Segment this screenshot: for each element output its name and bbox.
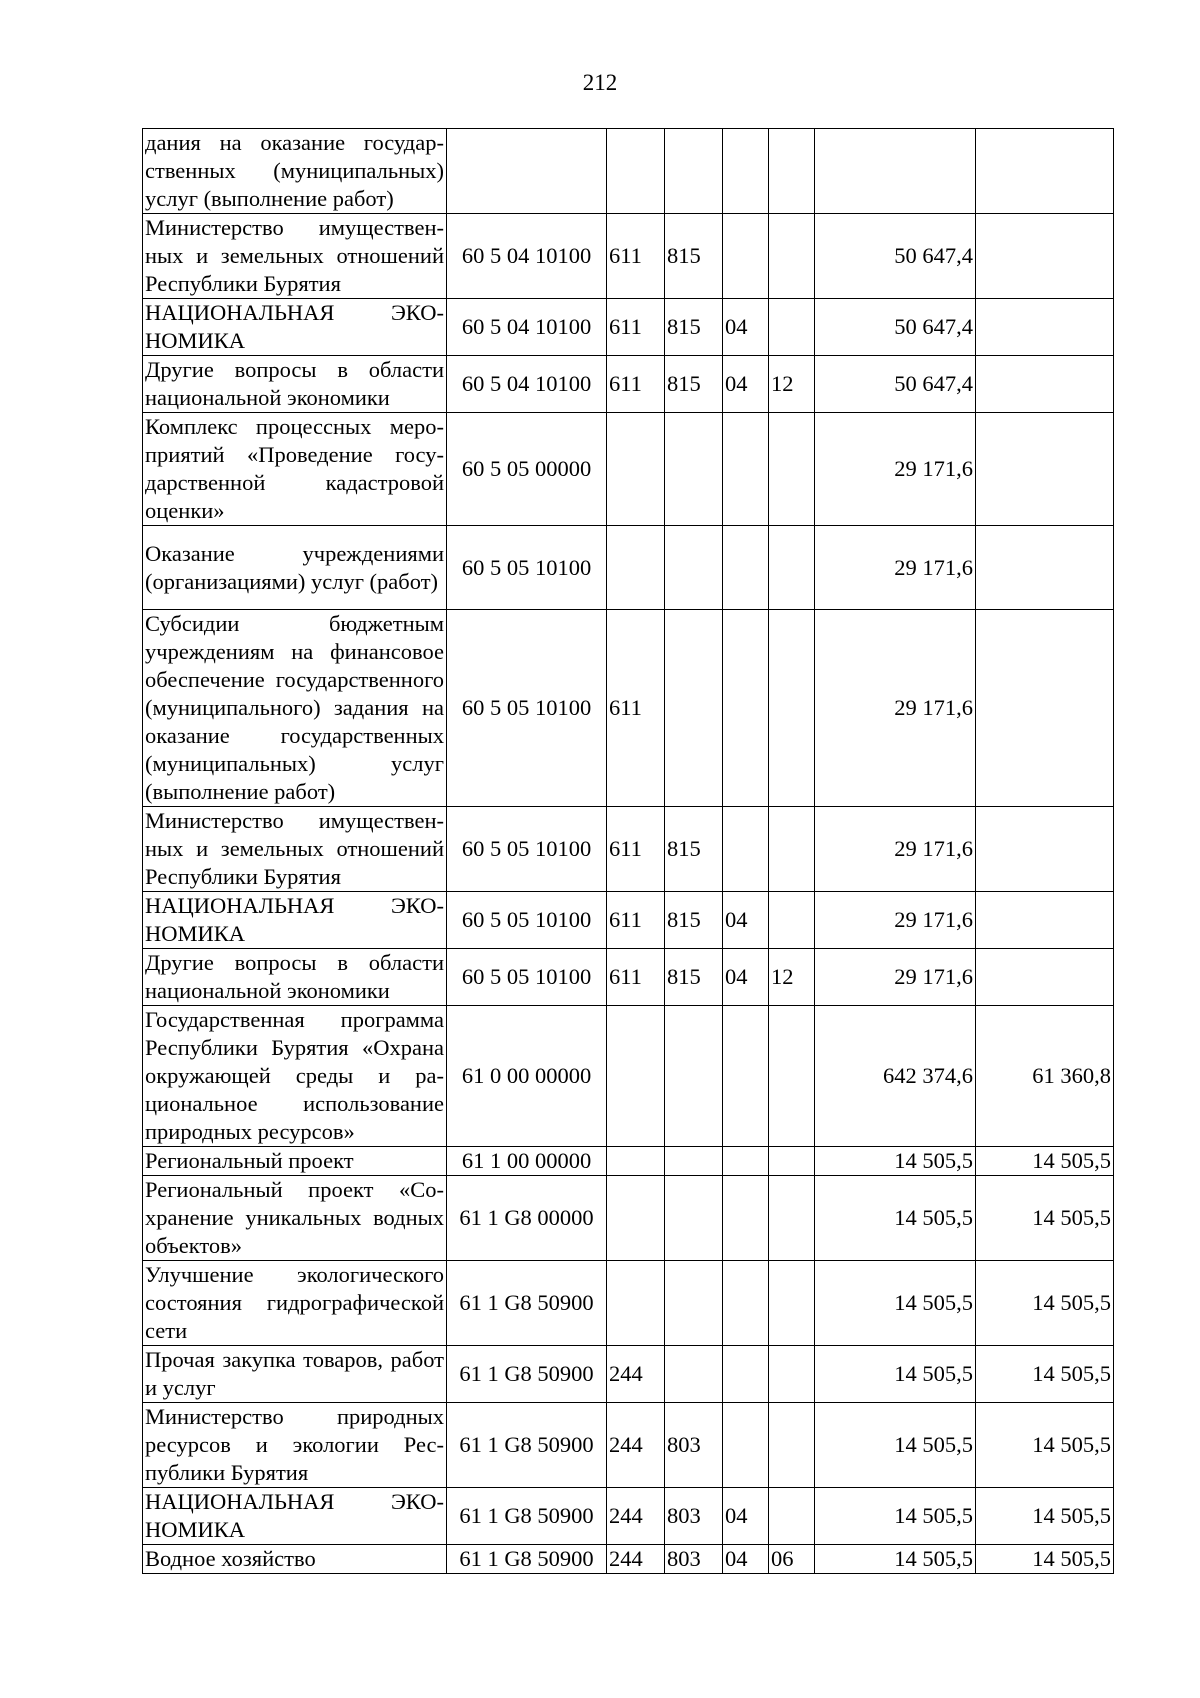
table-row <box>143 1176 1114 1261</box>
cell-expense-type: 611 <box>607 610 665 807</box>
cell-section <box>723 807 769 892</box>
cell-name: дания на оказание государственных (муниципальных) услуг (выполнение работ) <box>143 129 447 214</box>
cell-section: 04 <box>723 949 769 1006</box>
cell-name: Улучшение экологического состояния гидрографической сети <box>143 1261 447 1346</box>
cell-subsection <box>769 1261 815 1346</box>
cell-section <box>723 1261 769 1346</box>
cell-section: 04 <box>723 356 769 413</box>
cell-amount-2 <box>976 299 1114 356</box>
cell-expense-type <box>607 1261 665 1346</box>
budget-table <box>142 128 1114 1574</box>
cell-amount-2 <box>976 356 1114 413</box>
cell-amount-1: 14 505,5 <box>815 1488 976 1545</box>
cell-expense-type: 611 <box>607 356 665 413</box>
cell-section: 04 <box>723 892 769 949</box>
cell-name: Оказание учреждениями (организациями) услуг (работ) <box>143 526 447 610</box>
cell-target-article: 60 5 04 10100 <box>447 356 607 413</box>
cell-name: НАЦИОНАЛЬНАЯ ЭКОНОМИКА <box>143 299 447 356</box>
cell-amount-1: 29 171,6 <box>815 807 976 892</box>
cell-amount-1: 642 374,6 <box>815 1006 976 1147</box>
cell-target-article: 61 0 00 00000 <box>447 1006 607 1147</box>
cell-grbs: 803 <box>665 1488 723 1545</box>
cell-amount-1: 50 647,4 <box>815 356 976 413</box>
cell-subsection <box>769 214 815 299</box>
cell-amount-1: 29 171,6 <box>815 413 976 526</box>
cell-amount-1: 14 505,5 <box>815 1147 976 1176</box>
table-row <box>143 526 1114 610</box>
cell-subsection <box>769 1403 815 1488</box>
cell-target-article: 60 5 05 10100 <box>447 610 607 807</box>
cell-grbs <box>665 1147 723 1176</box>
cell-expense-type: 611 <box>607 892 665 949</box>
table-row <box>143 892 1114 949</box>
table-row <box>143 299 1114 356</box>
cell-subsection <box>769 526 815 610</box>
cell-name: Другие вопросы в области национальной экономики <box>143 356 447 413</box>
cell-target-article: 61 1 G8 50900 <box>447 1346 607 1403</box>
cell-name: Министерство имущественных и земельных отношений Республики Бурятия <box>143 807 447 892</box>
cell-subsection: 12 <box>769 949 815 1006</box>
cell-amount-1: 14 505,5 <box>815 1403 976 1488</box>
cell-grbs <box>665 1346 723 1403</box>
cell-amount-2: 14 505,5 <box>976 1346 1114 1403</box>
cell-amount-2 <box>976 892 1114 949</box>
cell-amount-2: 14 505,5 <box>976 1176 1114 1261</box>
cell-target-article: 60 5 04 10100 <box>447 214 607 299</box>
cell-subsection <box>769 610 815 807</box>
cell-grbs <box>665 610 723 807</box>
cell-section <box>723 526 769 610</box>
cell-grbs <box>665 129 723 214</box>
cell-grbs <box>665 1176 723 1261</box>
cell-amount-1: 14 505,5 <box>815 1176 976 1261</box>
cell-expense-type: 244 <box>607 1346 665 1403</box>
cell-target-article: 60 5 05 10100 <box>447 807 607 892</box>
cell-amount-1: 29 171,6 <box>815 892 976 949</box>
cell-section <box>723 1403 769 1488</box>
cell-subsection <box>769 807 815 892</box>
cell-amount-2 <box>976 526 1114 610</box>
cell-amount-2: 14 505,5 <box>976 1488 1114 1545</box>
cell-subsection <box>769 1006 815 1147</box>
cell-section <box>723 1006 769 1147</box>
page-number: 212 <box>582 70 618 95</box>
cell-target-article: 61 1 G8 50900 <box>447 1488 607 1545</box>
cell-grbs: 815 <box>665 807 723 892</box>
cell-subsection <box>769 892 815 949</box>
table-row <box>143 949 1114 1006</box>
cell-section: 04 <box>723 1545 769 1574</box>
cell-expense-type: 611 <box>607 299 665 356</box>
cell-target-article <box>447 129 607 214</box>
cell-amount-2: 14 505,5 <box>976 1147 1114 1176</box>
cell-amount-2 <box>976 413 1114 526</box>
cell-target-article: 61 1 G8 00000 <box>447 1176 607 1261</box>
cell-section <box>723 129 769 214</box>
cell-section <box>723 1346 769 1403</box>
cell-target-article: 60 5 05 10100 <box>447 526 607 610</box>
cell-target-article: 60 5 05 10100 <box>447 892 607 949</box>
cell-name: Министерство имущественных и земельных отношений Республики Бурятия <box>143 214 447 299</box>
cell-grbs: 815 <box>665 214 723 299</box>
cell-section <box>723 1147 769 1176</box>
cell-expense-type: 244 <box>607 1545 665 1574</box>
cell-amount-2: 14 505,5 <box>976 1545 1114 1574</box>
cell-subsection: 12 <box>769 356 815 413</box>
cell-name: НАЦИОНАЛЬНАЯ ЭКОНОМИКА <box>143 1488 447 1545</box>
table-row <box>143 1147 1114 1176</box>
cell-amount-1: 29 171,6 <box>815 526 976 610</box>
cell-amount-1 <box>815 129 976 214</box>
cell-subsection <box>769 1346 815 1403</box>
cell-section <box>723 1176 769 1261</box>
cell-expense-type <box>607 526 665 610</box>
table-body <box>143 129 1114 1574</box>
cell-name: Комплекс процессных мероприятий «Проведение государственной кадастровой оценки» <box>143 413 447 526</box>
cell-target-article: 60 5 05 10100 <box>447 949 607 1006</box>
cell-grbs: 815 <box>665 949 723 1006</box>
table-row <box>143 1403 1114 1488</box>
cell-amount-2 <box>976 807 1114 892</box>
cell-section: 04 <box>723 299 769 356</box>
table-row <box>143 413 1114 526</box>
cell-amount-1: 14 505,5 <box>815 1346 976 1403</box>
table-row <box>143 807 1114 892</box>
cell-expense-type <box>607 1147 665 1176</box>
cell-amount-1: 29 171,6 <box>815 949 976 1006</box>
cell-name: Региональный проект <box>143 1147 447 1176</box>
cell-target-article: 61 1 G8 50900 <box>447 1545 607 1574</box>
cell-amount-2 <box>976 214 1114 299</box>
cell-name: НАЦИОНАЛЬНАЯ ЭКОНОМИКА <box>143 892 447 949</box>
cell-expense-type <box>607 129 665 214</box>
cell-amount-1: 14 505,5 <box>815 1261 976 1346</box>
cell-expense-type: 611 <box>607 949 665 1006</box>
table-row <box>143 214 1114 299</box>
cell-grbs: 815 <box>665 356 723 413</box>
table-row <box>143 129 1114 214</box>
cell-amount-1: 50 647,4 <box>815 299 976 356</box>
cell-grbs <box>665 1261 723 1346</box>
cell-subsection <box>769 129 815 214</box>
cell-grbs <box>665 526 723 610</box>
cell-amount-2: 14 505,5 <box>976 1261 1114 1346</box>
cell-expense-type: 611 <box>607 214 665 299</box>
cell-expense-type: 611 <box>607 807 665 892</box>
cell-amount-2 <box>976 129 1114 214</box>
cell-target-article: 60 5 05 00000 <box>447 413 607 526</box>
table-row <box>143 1346 1114 1403</box>
cell-name: Водное хозяйство <box>143 1545 447 1574</box>
cell-target-article: 61 1 G8 50900 <box>447 1261 607 1346</box>
table-row <box>143 1545 1114 1574</box>
cell-subsection <box>769 299 815 356</box>
cell-expense-type <box>607 1176 665 1261</box>
table-row <box>143 356 1114 413</box>
cell-target-article: 60 5 04 10100 <box>447 299 607 356</box>
cell-subsection <box>769 413 815 526</box>
cell-subsection: 06 <box>769 1545 815 1574</box>
table-row <box>143 1006 1114 1147</box>
cell-amount-2 <box>976 949 1114 1006</box>
cell-grbs: 815 <box>665 299 723 356</box>
cell-name: Региональный проект «Сохранение уникальных водных объектов» <box>143 1176 447 1261</box>
table-row <box>143 1261 1114 1346</box>
cell-name: Государственная программа Республики Бурятия «Охрана окружающей среды и рациональное использование природных ресурсов» <box>143 1006 447 1147</box>
cell-section <box>723 610 769 807</box>
cell-expense-type: 244 <box>607 1403 665 1488</box>
cell-target-article: 61 1 00 00000 <box>447 1147 607 1176</box>
cell-expense-type: 244 <box>607 1488 665 1545</box>
cell-name: Министерство природных ресурсов и экологии Республики Бурятия <box>143 1403 447 1488</box>
cell-amount-2 <box>976 610 1114 807</box>
cell-section <box>723 413 769 526</box>
cell-name: Другие вопросы в области национальной экономики <box>143 949 447 1006</box>
cell-name: Субсидии бюджетным учреждениям на финансовое обеспечение государственного (муниципального) задания на оказание государственных (муниципальных) услуг (выполнение работ) <box>143 610 447 807</box>
cell-amount-2: 14 505,5 <box>976 1403 1114 1488</box>
cell-amount-1: 14 505,5 <box>815 1545 976 1574</box>
cell-grbs: 803 <box>665 1545 723 1574</box>
cell-subsection <box>769 1488 815 1545</box>
cell-section: 04 <box>723 1488 769 1545</box>
cell-target-article: 61 1 G8 50900 <box>447 1403 607 1488</box>
cell-section <box>723 214 769 299</box>
cell-grbs: 815 <box>665 892 723 949</box>
cell-expense-type <box>607 413 665 526</box>
cell-subsection <box>769 1147 815 1176</box>
cell-name: Прочая закупка товаров, работ и услуг <box>143 1346 447 1403</box>
cell-amount-1: 29 171,6 <box>815 610 976 807</box>
cell-grbs: 803 <box>665 1403 723 1488</box>
cell-amount-1: 50 647,4 <box>815 214 976 299</box>
table-row <box>143 1488 1114 1545</box>
cell-expense-type <box>607 1006 665 1147</box>
cell-amount-2: 61 360,8 <box>976 1006 1114 1147</box>
cell-subsection <box>769 1176 815 1261</box>
cell-grbs <box>665 413 723 526</box>
table-row <box>143 610 1114 807</box>
cell-grbs <box>665 1006 723 1147</box>
